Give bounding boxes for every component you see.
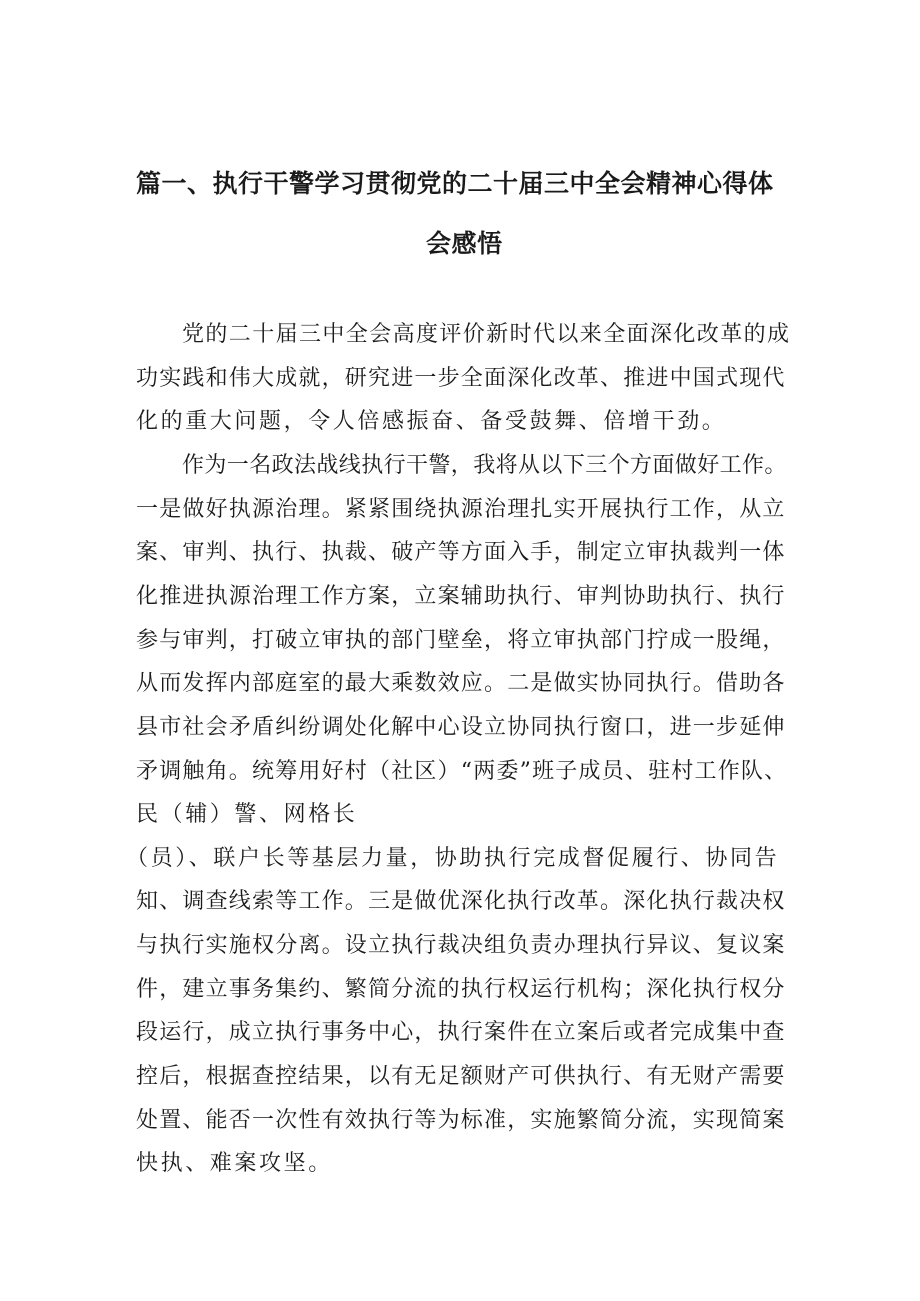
paragraph-line: 从而发挥内部庭室的最大乘数效应。二是做实协同执行。借助各 bbox=[136, 671, 786, 696]
paragraph-line: （员）、联户长等基层力量，协助执行完成督促履行、协同告 bbox=[126, 846, 780, 871]
paragraph-line: 处置、能否一次性有效执行等为标准，实施繁简分流，实现简案 bbox=[136, 1108, 786, 1133]
paragraph-line: 一是做好执源治理。紧紧围绕执源治理扎实开展执行工作，从立 bbox=[136, 497, 786, 522]
paragraph-line: 案、审判、执行、执裁、破产等方面入手，制定立审执裁判一体 bbox=[136, 540, 786, 565]
paragraph-line: 党的二十届三中全会高度评价新时代以来全面深化改革的成 bbox=[182, 322, 791, 347]
paragraph-line: 控后，根据查控结果，以有无足额财产可供执行、有无财产需要 bbox=[136, 1064, 786, 1089]
document-title-line-2: 会感悟 bbox=[426, 229, 503, 258]
paragraph-line: 民（辅）警、网格长 bbox=[136, 802, 358, 827]
paragraph-line: 化推进执源治理工作方案，立案辅助执行、审判协助执行、执行 bbox=[136, 584, 786, 609]
paragraph-line: 县市社会矛盾纠纷调处化解中心设立协同执行窗口，进一步延伸 bbox=[136, 715, 786, 740]
paragraph-line: 件，建立事务集约、繁简分流的执行权运行机构；深化执行权分 bbox=[136, 977, 786, 1002]
document-title-line-1: 篇一、执行干警学习贯彻党的二十届三中全会精神心得体 bbox=[136, 169, 774, 198]
paragraph-line: 功实践和伟大成就，研究进一步全面深化改革、推进中国式现代 bbox=[136, 366, 786, 391]
paragraph-line: 知、调查线索等工作。三是做优深化执行改革。深化执行裁决权 bbox=[136, 889, 786, 914]
paragraph-line: 作为一名政法战线执行干警，我将从以下三个方面做好工作。 bbox=[182, 453, 787, 478]
paragraph-line: 快执、难案攻坚。 bbox=[136, 1151, 333, 1176]
paragraph-line: 矛调触角。统筹用好村（社区）“两委”班子成员、驻村工作队、 bbox=[136, 759, 788, 784]
paragraph-line: 与执行实施权分离。设立执行裁决组负责办理执行异议、复议案 bbox=[136, 933, 786, 958]
paragraph-line: 参与审判，打破立审执的部门壁垒，将立审执部门拧成一股绳， bbox=[136, 628, 786, 653]
paragraph-line: 段运行，成立执行事务中心，执行案件在立案后或者完成集中查 bbox=[136, 1020, 786, 1045]
paragraph-line: 化的重大问题，令人倍感振奋、备受鼓舞、倍增干劲。 bbox=[136, 409, 727, 434]
